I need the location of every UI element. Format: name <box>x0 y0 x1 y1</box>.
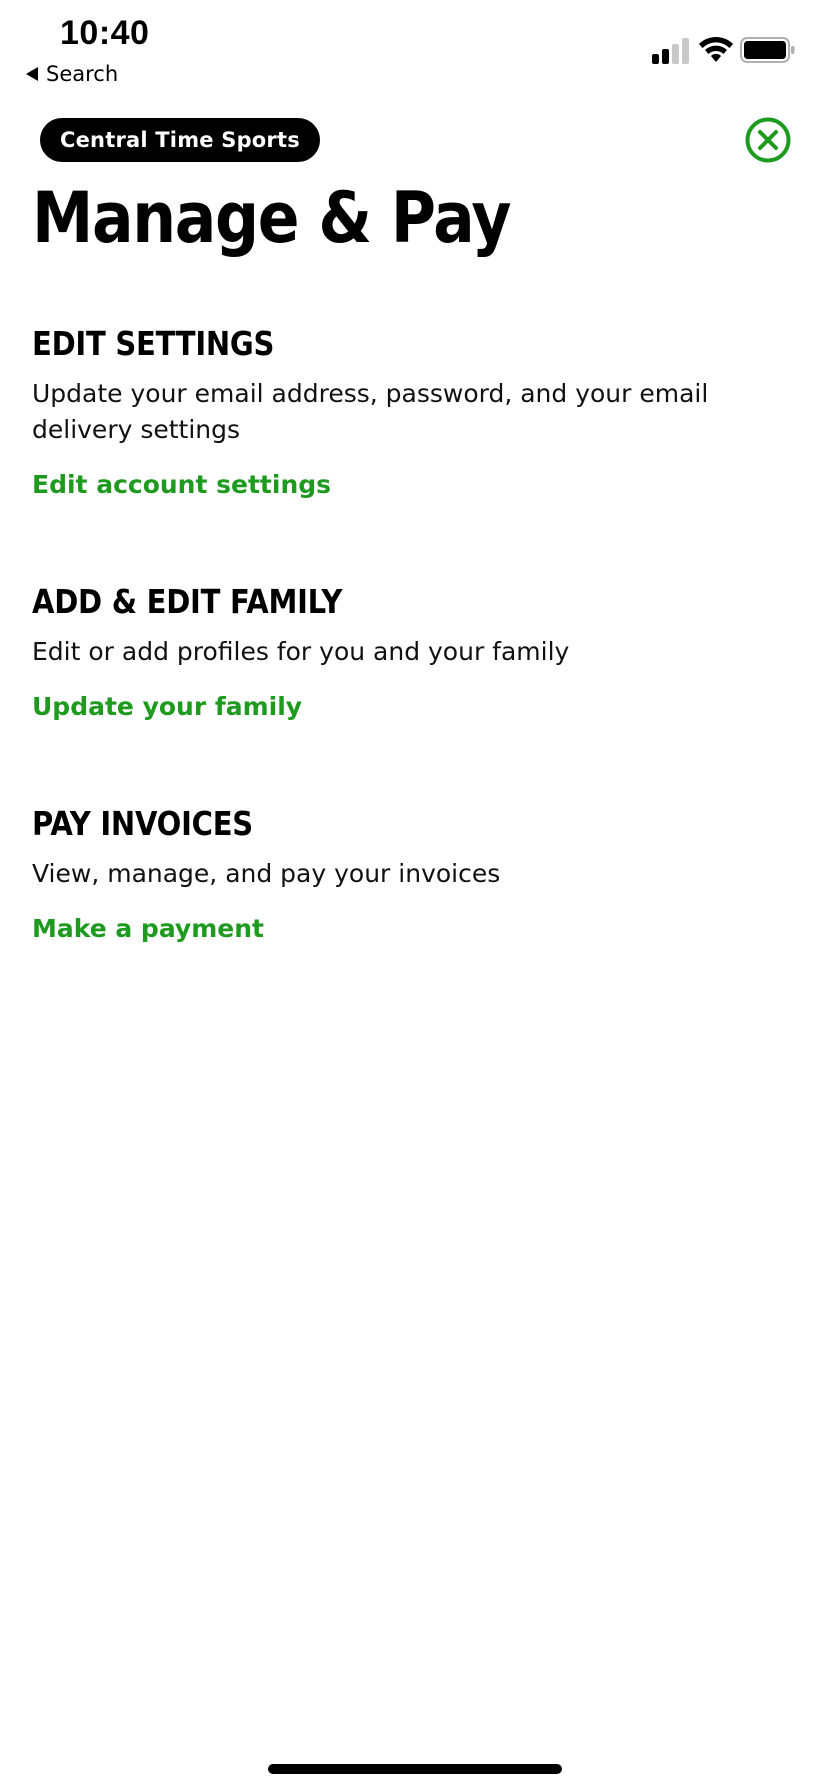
close-circle-icon[interactable] <box>744 116 792 164</box>
section-heading: PAY INVOICES <box>32 804 253 843</box>
update-family-link[interactable]: Update your family <box>32 692 303 721</box>
make-payment-link[interactable]: Make a payment <box>32 914 264 943</box>
back-label: Search <box>46 62 119 86</box>
cellular-signal-icon <box>652 38 692 64</box>
home-indicator[interactable] <box>268 1764 562 1774</box>
edit-account-settings-link[interactable]: Edit account settings <box>32 470 332 499</box>
section-add-edit-family <box>32 580 792 721</box>
battery-icon <box>740 36 796 64</box>
section-description: Update your email address, password, and your email delivery settings <box>32 379 709 444</box>
section-heading: EDIT SETTINGS <box>32 324 275 363</box>
section-edit-settings <box>32 322 792 499</box>
section-heading: ADD & EDIT FAMILY <box>32 582 343 621</box>
section-pay-invoices <box>32 802 792 943</box>
page-title: Manage & Pay <box>32 177 511 259</box>
status-bar <box>0 0 828 96</box>
wifi-icon <box>698 36 734 64</box>
back-to-search-button[interactable] <box>26 62 118 86</box>
organization-badge <box>40 118 320 162</box>
status-time: 10:40 <box>60 14 150 52</box>
section-description: Edit or add profiles for you and your family <box>32 637 570 666</box>
section-description: View, manage, and pay your invoices <box>32 859 501 888</box>
back-triangle-icon <box>26 67 38 81</box>
organization-name: Central Time Sports <box>60 128 300 152</box>
